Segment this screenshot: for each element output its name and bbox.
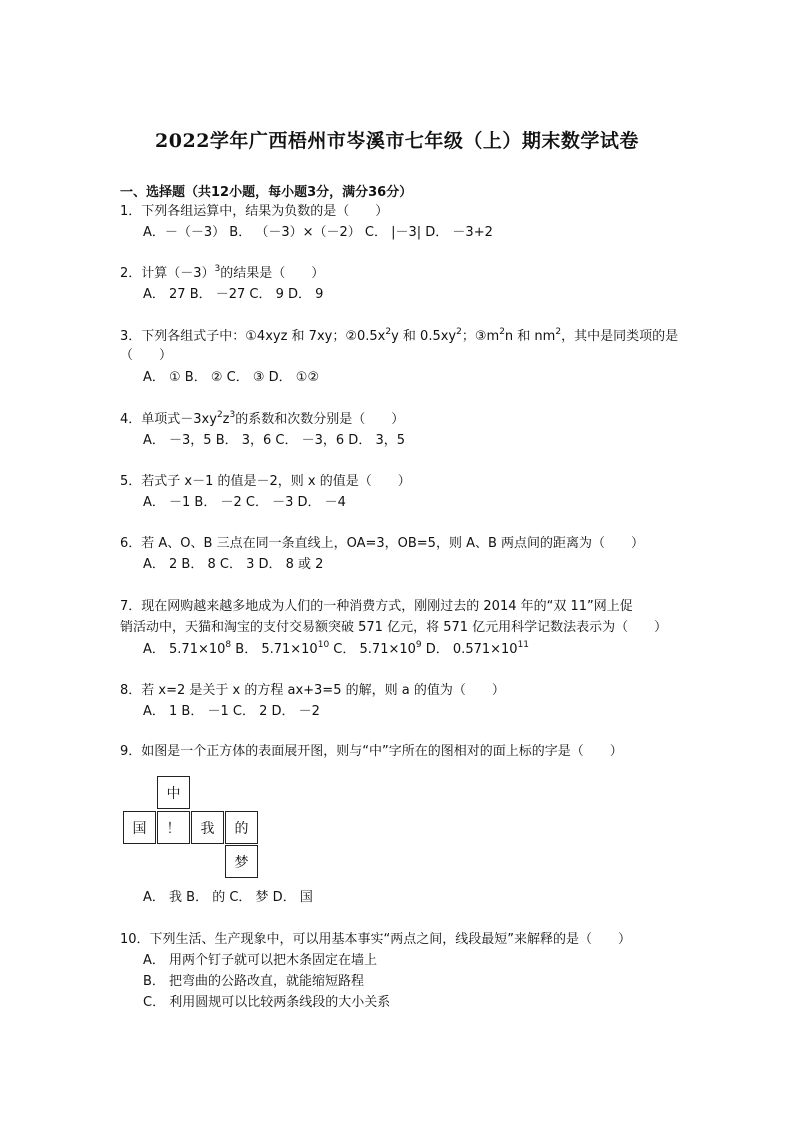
question-2-stem: 2．计算$(-3)^3$的结果是（ ） xyxy=(120,263,325,281)
question-4-stem: 4．单项式$-3xy^2z^3$的系数和次数分别是（ ） xyxy=(120,409,405,427)
question-9-options: A． 我 B． 的 C． 梦 D． 国 xyxy=(143,890,313,905)
question-6-options: A． 2 B． 8 C． 3 D． 8 或 2 xyxy=(143,557,324,572)
question-2-options: A． 27 B． －27 C． 9 D． 9 xyxy=(143,287,324,302)
question-8-stem: 8．若 x=2 是关于 x 的方程 ax+3=5 的解，则 a 的值为（ ） xyxy=(120,683,505,698)
question-5-stem: 5．若式子 x－1 的值是－2，则 x 的值是（ ） xyxy=(120,474,411,489)
page-title: 2022学年广西梧州市岑溪市七年级（上）期末数学试卷 xyxy=(155,130,639,152)
question-7-stem-line1: 7．现在网购越来越多地成为人们的一种消费方式，刚刚过去的 2014 年的“双 11”网上促 xyxy=(120,599,633,614)
question-7-options: A． $5.71\times 10^8$ B． $5.71\times 10^{10}$ C． $5.71\times 10^9$ D． $0.571\times 10^{11}$ xyxy=(143,639,530,657)
question-6-stem: 6．若 A、O、B 三点在同一条直线上，OA=3，OB=5，则 A、B 两点间的距离为（ ） xyxy=(120,536,645,551)
question-9-stem: 9．如图是一个正方体的表面展开图，则与“中”字所在的图相对的面上标的字是（ ） xyxy=(120,744,623,759)
net-cell-2: ！ xyxy=(157,811,190,844)
net-cell-bottom: 梦 xyxy=(225,845,258,878)
net-cell-1: 国 xyxy=(123,811,156,844)
question-4-options: A． －3，5 B． 3，6 C． －3，6 D． 3，5 xyxy=(143,433,405,448)
net-cell-top: 中 xyxy=(157,776,190,809)
question-10-option-b: B． 把弯曲的公路改直，就能缩短路程 xyxy=(143,974,365,989)
question-10-option-c: C． 利用圆规可以比较两条线段的大小关系 xyxy=(143,995,391,1010)
question-8-options: A． 1 B． －1 C． 2 D． －2 xyxy=(143,704,320,719)
question-10-stem: 10．下列生活、生产现象中，可以用基本事实“两点之间，线段最短”来解释的是（ ） xyxy=(120,932,632,947)
question-3-stem: 3．下列各组式子中：①4xyz 和 7xy；$②0.5x^2y$ 和 $0.5xy^2$；$③m^2n$ 和 $nm^2$，其中是同类项的是 xyxy=(120,326,679,344)
question-10-option-a: A． 用两个钉子就可以把木条固定在墙上 xyxy=(143,953,378,968)
question-5-options: A． －1 B． －2 C． －3 D． －4 xyxy=(143,495,346,510)
question-3-options: A． ① B． ② C． ③ D． ①② xyxy=(143,370,320,385)
net-cell-4: 的 xyxy=(225,811,258,844)
question-1-stem: 1．下列各组运算中，结果为负数的是（ ） xyxy=(120,204,389,219)
question-1-options: A．－（－3） B． （－3）×（－2） C． |－3| D． －3+2 xyxy=(143,225,493,240)
question-3-stem-cont: （ ） xyxy=(120,348,173,363)
net-cell-3: 我 xyxy=(191,811,224,844)
cube-net-figure xyxy=(120,776,280,880)
section-heading: 一、选择题（共12小题，每小题3分，满分36分） xyxy=(120,185,413,200)
question-7-stem-line2: 销活动中，天猫和淘宝的支付交易额突破 571 亿元，将 571 亿元用科学记数法表示为（ ） xyxy=(120,620,668,635)
